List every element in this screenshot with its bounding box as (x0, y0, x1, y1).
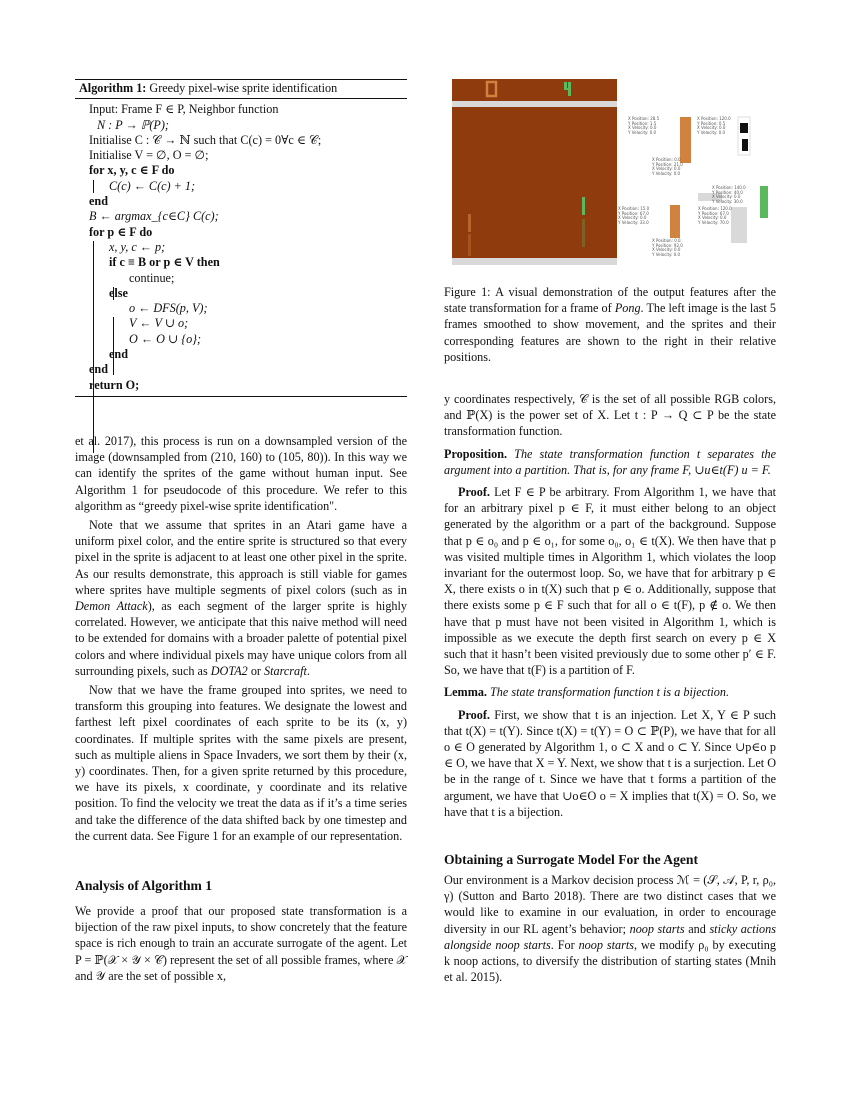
algo-line: else (109, 285, 128, 300)
algo-line: B ← argmax_{c∈C} C(c); (89, 209, 219, 224)
algo-line: continue; (129, 270, 175, 285)
algo-line: N : P → ℙ(P); (97, 117, 169, 132)
feature-block: X Position: 140.0 Y Position: 40.0 X Velocity: 0.0 Y Velocity: 30.0 (712, 185, 746, 204)
algo-line: for x, y, c ∈ F do (89, 163, 175, 178)
paragraph: et al. 2017), this process is run on a downsampled version of the image (downsampled from (210, 160) to (105, 80)). In this way we can identify the sprites of the game without human input. See Algorithm 1 for pseudocode of this procedure. We refer to this algorithm as “greedy pixel-wise sprite identification". (75, 434, 407, 513)
algorithm-body (75, 99, 407, 396)
algorithm-label: Algorithm 1: (79, 81, 147, 95)
lemma: Lemma. The state transformation function t is a bijection. (444, 685, 730, 700)
pong-figure-svg (452, 79, 782, 275)
algo-line: Input: Frame F ∈ P, Neighbor function (89, 102, 279, 117)
paddle-left (468, 214, 471, 232)
algo-line: o ← DFS(p, V); (129, 301, 208, 316)
left-column-bottom (75, 903, 407, 984)
algo-line: C(c) ← C(c) + 1; (109, 178, 196, 193)
feature-block: X Position: 0.0 Y Position: 21.0 X Velocity: 0.0 Y Velocity: 0.0 (652, 157, 683, 176)
algo-line: end (89, 194, 108, 209)
algo-line: Initialise V = ∅, O = ∅; (89, 148, 209, 163)
proof-paragraph: Proof. First, we show that t is an injection. Let X, Y ∈ P such that t(X) = t(Y). Since t(X) = t(Y) = O ⊂ ℙ(P), we have that for all o ∈ O generated by Algorithm 1, o ⊂ X and o ⊂ Y. Since ∪p∈o p ∈ O, we have that X = Y. Next, we show that t is a surjection. Let O be in the range of t. Since we have that t forms a partition of the argument, we have that ∪o∈O o = X implies that t(X) = O. So, we have that t is a bijection. (444, 707, 776, 819)
algorithm-title (75, 80, 407, 99)
feature-block: X Position: 0.0 Y Position: 92.0 X Velocity: 0.0 Y Velocity: 0.0 (652, 238, 683, 257)
algo-line: x, y, c ← p; (109, 239, 166, 254)
proposition: Proposition. The state transformation function t separates the argument into a partition. That is, for any frame F, ∪u∈t(F) u = F. (444, 446, 776, 477)
algo-line: if c ≡ B or p ∈ V then (109, 255, 220, 270)
feature-block: X Position: 15.0 Y Position: 67.0 X Velocity: 0.0 Y Velocity: 33.0 (618, 206, 650, 225)
algo-line: V ← V ∪ o; (129, 316, 189, 331)
feature-block: X Position: 28.5 Y Position: 1.5 X Velocity: 0.0 Y Velocity: 0.0 (628, 116, 660, 135)
algo-line: Initialise C : 𝒞 → ℕ such that C(c) = 0∀c ∈ 𝒞; (89, 132, 322, 147)
algorithm-title-text: Greedy pixel-wise sprite identification (149, 81, 338, 95)
algo-block-bar (113, 287, 114, 300)
paragraph: Now that we have the frame grouped into sprites, we need to transform this grouping into features. We designate the lowest and farthest left pixel coordinates of each sprite to be its (x, y) coordinates. If multiple sprites with the same pixels are present, such as multiple aliens in Space Invaders, we sort them by their (x, y) coordinates. Then, for a given sprite returned by this procedure, we have its pixels, x coordinate, y coordinate and its relative position. To find the velocity we treat the data as if it’s a time series and take the difference of the data shifted back by one timestep and the current data. See Figure 1 for an example of our representation. (75, 683, 407, 843)
pong-frame (452, 79, 617, 275)
section-heading: Analysis of Algorithm 1 (75, 878, 213, 893)
pong-bottom-wall (452, 258, 617, 265)
paddle-right (582, 197, 585, 215)
algo-block-bar (93, 180, 94, 193)
algo-line: end (89, 362, 108, 377)
algo-line: O ← O ∪ {o}; (129, 331, 202, 346)
proof-paragraph: Proof. Let F ∈ P be arbitrary. From Algorithm 1, we have that for an arbitrary pixel p ∈ F, it must either belong to an object generated by the algorithm or a part of the background. Suppose that p ∈ o₀ and p ∈ o₁, for some o₀, o₁ ∈ t(X). We then have that p was visited multiple times in Algorithm 1, which violates the loop invariant for the outermost loop. So, we have that for arbitrary p ∈ X, there exists o in t(X) such that p ∈ o. Additionally, suppose that there exists some p ∈ F such that for all o ∈ t(F), p ∉ o. We then have that p must have not been visited in Algorithm 1, which is impossible as we execute the depth first search on every p ∈ X such that it hasn’t been visited previously due to some other p′ ∈ F. So, we have that t(F) is a partition of F. (444, 485, 776, 678)
section-heading: Obtaining a Surrogate Model For the Agent (444, 852, 698, 867)
feature-block: X Position: 120.0 Y Position: 0.5 X Velocity: 0.0 Y Velocity: 0.0 (697, 116, 731, 135)
feature-block: X Position: 120.0 Y Position: 67.0 X Velocity: 0.0 Y Velocity: 70.0 (698, 206, 732, 225)
figure-caption: Figure 1: A visual demonstration of the output features after the state transformation for a frame of Pong. The left image is the last 5 frames smoothed to show movement, and the sprites and their corresponding features are shown to the right in their relative positions. (444, 285, 776, 364)
left-column (75, 433, 407, 844)
paragraph: Our environment is a Markov decision process ℳ = (𝒮, 𝒜, P, r, ρ₀, γ) (Sutton and Barto 2018). There are two distinct cases that we would like to examine in our evaluation, in order to encourage diversity in our RL agent’s behavior; noop starts and sticky actions alongside noop starts. For noop starts, we modify ρ₀ by executing k noop actions, to diversify the distribution of starting states (Mnih et al. 2015). (444, 873, 776, 985)
sprite-green-paddle (760, 186, 768, 218)
algo-line: return O; (89, 377, 140, 392)
figure-pong (452, 79, 782, 275)
algo-block-bar (93, 241, 94, 453)
paragraph: We provide a proof that our proposed state transformation is a bijection of the raw pixel inputs, to show concretely that the feature space is rich enough to train an accurate surrogate of the agent. Let P = ℙ(𝒳 × 𝒴 × 𝒞) represent the set of all possible frames, where 𝒳 and 𝒴 are the set of possible x, (75, 904, 407, 983)
sprite-bottom-wall (731, 207, 747, 243)
algo-line: for p ∈ F do (89, 224, 153, 239)
right-column-bottom (444, 872, 776, 985)
paragraph: y coordinates respectively, 𝒞 is the set of all possible RGB colors, and ℙ(X) is the power set of X. Let t : P → Q ⊂ P be the state transformation function. (444, 392, 776, 439)
algorithm-box (75, 79, 407, 397)
algo-block-bar (113, 317, 114, 375)
pong-top-wall (452, 101, 617, 107)
paragraph: Note that we assume that sprites in an Atari game have a uniform pixel color, and the entire sprite is structured so that every pixel in the sprite is adjacent to at least one other pixel in the sprite. As our results demonstrate, this approach is still viable for games where sprites have multiple segments of pixel colors (such as in Demon Attack), as each segment of the larger sprite is highly correlated. However, we anticipate that this naive method will need to be extended for domains with a broader palette of potential pixel colors and where individual pixels may have unique colors from all surrounding pixels, such as DOTA2 or Starcraft. (75, 518, 407, 678)
sprite-orange-paddle (670, 205, 680, 238)
sprite-orange-block (680, 117, 691, 163)
algo-line: end (109, 347, 128, 362)
right-column (444, 391, 776, 820)
